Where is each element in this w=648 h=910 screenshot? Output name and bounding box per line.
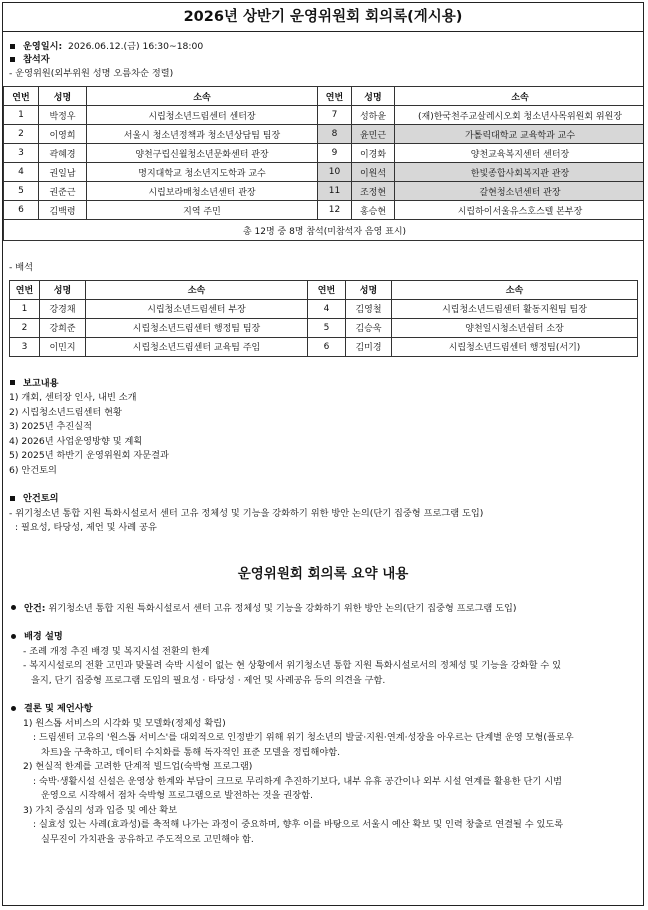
row-number: 5	[308, 318, 346, 337]
row-number: 11	[318, 182, 352, 201]
secretary-section	[3, 261, 643, 276]
conclusion-3-line-a: : 실효성 있는 사례(효과성)를 축적해 나가는 과정이 중요하며, 향후 이를 바탕으로 서울시 예산 확보 및 인력 창출로 연결될 수 있도록	[33, 819, 564, 830]
conclusion-3-title: 3) 가치 중심의 성과 입증 및 예산 확보	[23, 804, 178, 816]
staff-affiliation: 시립청소년드림센터 활동지원팀 팀장	[392, 299, 638, 318]
secretary-row	[10, 299, 638, 318]
report-item: 4) 2026년 사업운영방향 및 계획	[9, 435, 143, 447]
header-cell: 소속	[86, 280, 308, 299]
header-cell: 소속	[395, 87, 645, 106]
secretary-row	[10, 318, 638, 337]
background-line-2b: 을지, 단기 집중형 프로그램 도입의 필요성 · 타당성 · 제언 및 사례공유 등의 의견을 구함.	[31, 674, 386, 686]
member-name: 성하윤	[352, 106, 395, 125]
row-number: 7	[318, 106, 352, 125]
conclusion-1-line-a: : 드림센터 고유의 '원스톱 서비스'를 대외적으로 인정받기 위해 위기 청소년의 발굴·지원·연계·성장을 아우르는 단계별 운영 모형(플로우	[33, 732, 574, 743]
row-number: 2	[10, 318, 40, 337]
member-name: 권준근	[39, 182, 87, 201]
member-affiliation: 시립청소년드림센터 센터장	[87, 106, 318, 125]
member-name: 권일남	[39, 163, 87, 182]
conclusion-2-line-a: : 숙박·생활시설 신설은 운영상 한계와 부담이 크므로 무리하게 추진하기보다, 내부 유휴 공간이나 외부 시설 연계를 활용한 단기 시범	[33, 775, 562, 787]
document-title: 2026년 상반기 운영위원회 회의록(게시용)	[3, 3, 643, 32]
committee-row	[4, 201, 645, 220]
staff-affiliation: 시립청소년드림센터 교육팀 주임	[86, 337, 308, 356]
committee-row	[4, 106, 645, 125]
member-name: 홍승현	[352, 201, 395, 220]
conclusion-heading: 결론 및 제언사항	[9, 702, 637, 717]
member-affiliation: 양천구립신월청소년문화센터 관장	[87, 144, 318, 163]
date-label: 운영일시:	[23, 41, 63, 52]
staff-name: 강경채	[40, 299, 86, 318]
member-affiliation: 가톨릭대학교 교육학과 교수	[395, 125, 645, 144]
date-value: 2026.06.12.(금) 16:30~18:00	[68, 41, 204, 52]
report-heading: 보고내용	[9, 377, 637, 392]
report-item: 3) 2025년 추진실적	[9, 421, 93, 432]
row-number: 1	[4, 106, 39, 125]
document-page	[2, 2, 644, 906]
meeting-date-line	[9, 40, 637, 53]
conclusion-1-title: 1) 원스톱 서비스의 시각화 및 모델화(정체성 확립)	[23, 717, 226, 729]
conclusion-3-line-b: 실무진이 가치관을 공유하고 주도적으로 고민해야 함.	[41, 833, 254, 845]
member-affiliation: 서울시 청소년정책과 청소년상담팀 팀장	[87, 125, 318, 144]
attendees-line	[9, 53, 637, 66]
square-bullet-icon	[10, 44, 15, 49]
report-item: 5) 2025년 하반기 운영위원회 자문결과	[9, 450, 169, 461]
header-cell: 연번	[4, 87, 39, 106]
conclusion-2-line-b: 운영으로 시작해서 점차 숙박형 프로그램으로 발전하는 것을 권장함.	[41, 790, 313, 801]
member-name: 이원석	[352, 163, 395, 182]
row-number: 2	[4, 125, 39, 144]
member-affiliation: 지역 주민	[87, 201, 318, 220]
member-name: 윤민근	[352, 125, 395, 144]
row-number: 9	[318, 144, 352, 163]
member-name: 이영희	[39, 125, 87, 144]
report-item: 1) 개회, 센터장 인사, 내빈 소개	[9, 392, 137, 403]
background-line-2a: - 복지시설로의 전환 고민과 맞물려 숙박 시설이 없는 현 상황에서 위기청소년 통합 지원 특화시설로서의 정체성 및 기능을 강화할 수 있	[23, 660, 562, 671]
committee-row	[4, 163, 645, 182]
summary-section	[3, 602, 643, 848]
conclusion-1-line-b: 차트)을 구축하고, 데이터 수치화를 통해 독자적인 표준 모델을 정립해야함.	[41, 746, 341, 758]
row-number: 3	[10, 337, 40, 356]
header-cell: 소속	[87, 87, 318, 106]
secretary-label: - 배석	[9, 262, 33, 273]
agenda-line-2: : 필요성, 타당성, 제언 및 사례 공유	[15, 522, 157, 533]
header-cell: 성명	[346, 280, 392, 299]
staff-name: 강희준	[40, 318, 86, 337]
member-affiliation: (재)한국천주교살레시오회 청소년사목위원회 위원장	[395, 106, 645, 125]
header-cell: 소속	[392, 280, 638, 299]
staff-affiliation: 시립청소년드림센터 부장	[86, 299, 308, 318]
member-affiliation: 시립하이서울유스호스텔 본부장	[395, 201, 645, 220]
report-item: 2) 시립청소년드림센터 현황	[9, 406, 122, 418]
meeting-info	[3, 32, 643, 80]
committee-table	[3, 86, 644, 241]
report-item: 6) 안건토의	[9, 464, 57, 476]
square-bullet-icon	[10, 380, 15, 385]
summary-heading: 운영위원회 회의록 요약 내용	[237, 565, 409, 582]
header-cell: 성명	[352, 87, 395, 106]
background-heading: 배경 설명	[9, 630, 637, 645]
report-section	[3, 377, 643, 479]
member-name: 조정현	[352, 182, 395, 201]
member-name: 김백령	[39, 201, 87, 220]
staff-name: 김미경	[346, 337, 392, 356]
row-number: 3	[4, 144, 39, 163]
row-number: 6	[308, 337, 346, 356]
agenda-heading: 안건토의	[9, 492, 637, 507]
summary-agenda: 안건: 위기청소년 통합 지원 특화시설로서 센터 고유 정체성 및 기능을 강화하기 위한 방안 논의(단기 집중형 프로그램 도입)	[9, 602, 637, 617]
committee-row	[4, 144, 645, 163]
staff-name: 이민지	[40, 337, 86, 356]
header-cell: 연번	[308, 280, 346, 299]
header-cell: 성명	[40, 280, 86, 299]
background-line-1: - 조례 개정 추진 배경 및 복지시설 전환의 한계	[23, 645, 210, 657]
staff-affiliation: 시립청소년드림센터 행정팀(서기)	[392, 337, 638, 356]
attendance-total: 총 12명 중 8명 참석(미참석자 음영 표시)	[4, 220, 645, 241]
committee-total-row	[4, 220, 645, 241]
row-number: 10	[318, 163, 352, 182]
agenda-line-1: - 위기청소년 통합 지원 특화시설로서 센터 고유 정체성 및 기능을 강화하기 위한 방안 논의(단기 집중형 프로그램 도입)	[9, 507, 484, 519]
staff-affiliation: 양천일시청소년쉼터 소장	[392, 318, 638, 337]
conclusion-2-title: 2) 현실적 한계를 고려한 단계적 빌드업(숙박형 프로그램)	[23, 761, 253, 772]
square-bullet-icon	[10, 496, 15, 501]
member-name: 박정우	[39, 106, 87, 125]
row-number: 5	[4, 182, 39, 201]
committee-row	[4, 125, 645, 144]
agenda-section	[3, 492, 643, 536]
member-affiliation: 명지대학교 청소년지도학과 교수	[87, 163, 318, 182]
square-bullet-icon	[10, 57, 15, 62]
member-affiliation: 한빛종합사회복지관 관장	[395, 163, 645, 182]
secretary-row	[10, 337, 638, 356]
row-number: 4	[4, 163, 39, 182]
bullet-icon	[11, 706, 16, 711]
secretary-table	[9, 280, 638, 357]
secretary-header-row	[10, 280, 638, 299]
member-affiliation: 시립보라매청소년센터 관장	[87, 182, 318, 201]
committee-row	[4, 182, 645, 201]
header-cell: 성명	[39, 87, 87, 106]
member-name: 이경화	[352, 144, 395, 163]
bullet-icon	[11, 605, 16, 610]
row-number: 1	[10, 299, 40, 318]
row-number: 4	[308, 299, 346, 318]
member-affiliation: 갈현청소년센터 관장	[395, 182, 645, 201]
member-name: 곽혜경	[39, 144, 87, 163]
row-number: 6	[4, 201, 39, 220]
row-number: 8	[318, 125, 352, 144]
attendees-sub: - 운영위원(외부위원 성명 오름차순 정렬)	[9, 68, 174, 79]
header-cell: 연번	[10, 280, 40, 299]
header-cell: 연번	[318, 87, 352, 106]
member-affiliation: 양천교육복지센터 센터장	[395, 144, 645, 163]
staff-name: 김영철	[346, 299, 392, 318]
staff-name: 김승욱	[346, 318, 392, 337]
row-number: 12	[318, 201, 352, 220]
bullet-icon	[11, 634, 16, 639]
staff-affiliation: 시립청소년드림센터 행정팀 팀장	[86, 318, 308, 337]
committee-header-row	[4, 87, 645, 106]
attendees-label: 참석자	[23, 54, 50, 65]
